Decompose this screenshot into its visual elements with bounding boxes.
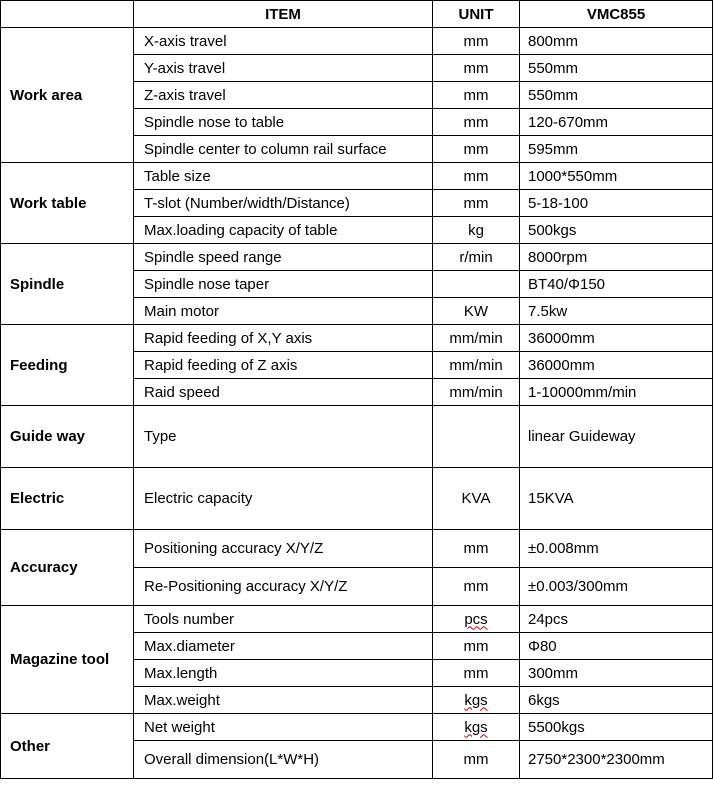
value-cell: BT40/Φ150 (520, 271, 713, 298)
category-cell: Guide way (1, 406, 134, 468)
item-cell: Overall dimension(L*W*H) (134, 741, 433, 779)
category-cell: Other (1, 714, 134, 779)
item-cell: Max.weight (134, 687, 433, 714)
item-cell: Table size (134, 163, 433, 190)
unit-cell (433, 714, 520, 741)
table-row (1, 28, 713, 55)
value-cell: 1-10000mm/min (520, 379, 713, 406)
value-cell: 15KVA (520, 468, 713, 530)
table-row (1, 468, 713, 530)
unit-cell: mm/min (433, 325, 520, 352)
unit-text: kgs (464, 691, 488, 709)
item-cell: Max.diameter (134, 633, 433, 660)
header-unit: UNIT (433, 1, 520, 28)
unit-cell: mm (433, 568, 520, 606)
header-item: ITEM (134, 1, 433, 28)
item-cell: Re-Positioning accuracy X/Y/Z (134, 568, 433, 606)
value-cell: 300mm (520, 660, 713, 687)
value-cell: 5-18-100 (520, 190, 713, 217)
value-cell: 2750*2300*2300mm (520, 741, 713, 779)
value-cell: ±0.003/300mm (520, 568, 713, 606)
item-cell: Spindle nose taper (134, 271, 433, 298)
table-row (1, 714, 713, 741)
value-cell: 550mm (520, 82, 713, 109)
category-cell: Work area (1, 28, 134, 163)
header-model: VMC855 (520, 1, 713, 28)
item-cell: Max.loading capacity of table (134, 217, 433, 244)
item-cell: Raid speed (134, 379, 433, 406)
unit-cell: mm (433, 530, 520, 568)
item-cell: Rapid feeding of X,Y axis (134, 325, 433, 352)
unit-cell: mm (433, 633, 520, 660)
value-cell: 500kgs (520, 217, 713, 244)
item-cell: X-axis travel (134, 28, 433, 55)
unit-cell: mm (433, 82, 520, 109)
value-cell: 36000mm (520, 352, 713, 379)
value-cell: 36000mm (520, 325, 713, 352)
table-row (1, 163, 713, 190)
unit-cell (433, 687, 520, 714)
value-cell: 5500kgs (520, 714, 713, 741)
value-cell: ±0.008mm (520, 530, 713, 568)
unit-cell: mm (433, 190, 520, 217)
unit-cell: mm (433, 55, 520, 82)
value-cell: 8000rpm (520, 244, 713, 271)
item-cell: Main motor (134, 298, 433, 325)
table-row (1, 406, 713, 468)
category-cell: Electric (1, 468, 134, 530)
unit-cell: mm (433, 136, 520, 163)
value-cell: 550mm (520, 55, 713, 82)
unit-cell: KW (433, 298, 520, 325)
item-cell: Electric capacity (134, 468, 433, 530)
table-row (1, 244, 713, 271)
unit-text: pcs (464, 610, 488, 628)
header-category (1, 1, 134, 28)
category-cell: Accuracy (1, 530, 134, 606)
unit-cell: mm (433, 660, 520, 687)
value-cell: 595mm (520, 136, 713, 163)
category-cell: Magazine tool (1, 606, 134, 714)
category-cell: Feeding (1, 325, 134, 406)
unit-text: kgs (464, 718, 488, 736)
unit-cell: mm/min (433, 379, 520, 406)
unit-cell (433, 406, 520, 468)
item-cell: Spindle speed range (134, 244, 433, 271)
item-cell: Spindle nose to table (134, 109, 433, 136)
item-cell: Y-axis travel (134, 55, 433, 82)
item-cell: Type (134, 406, 433, 468)
item-cell: Rapid feeding of Z axis (134, 352, 433, 379)
category-cell: Work table (1, 163, 134, 244)
table-row (1, 606, 713, 633)
unit-cell: r/min (433, 244, 520, 271)
item-cell: Max.length (134, 660, 433, 687)
unit-cell: KVA (433, 468, 520, 530)
item-cell: Tools number (134, 606, 433, 633)
item-cell: Spindle center to column rail surface (134, 136, 433, 163)
value-cell: 800mm (520, 28, 713, 55)
item-cell: Net weight (134, 714, 433, 741)
unit-cell (433, 606, 520, 633)
item-cell: T-slot (Number/width/Distance) (134, 190, 433, 217)
value-cell: 1000*550mm (520, 163, 713, 190)
category-cell: Spindle (1, 244, 134, 325)
value-cell: 6kgs (520, 687, 713, 714)
unit-cell (433, 271, 520, 298)
value-cell: Φ80 (520, 633, 713, 660)
unit-cell: mm (433, 163, 520, 190)
unit-cell: mm (433, 109, 520, 136)
unit-cell: kg (433, 217, 520, 244)
item-cell: Z-axis travel (134, 82, 433, 109)
table-row (1, 530, 713, 568)
value-cell: 7.5kw (520, 298, 713, 325)
value-cell: 24pcs (520, 606, 713, 633)
table-row (1, 325, 713, 352)
item-cell: Positioning accuracy X/Y/Z (134, 530, 433, 568)
unit-cell: mm (433, 28, 520, 55)
value-cell: 120-670mm (520, 109, 713, 136)
unit-cell: mm (433, 741, 520, 779)
value-cell: linear Guideway (520, 406, 713, 468)
header-row (1, 1, 713, 28)
unit-cell: mm/min (433, 352, 520, 379)
